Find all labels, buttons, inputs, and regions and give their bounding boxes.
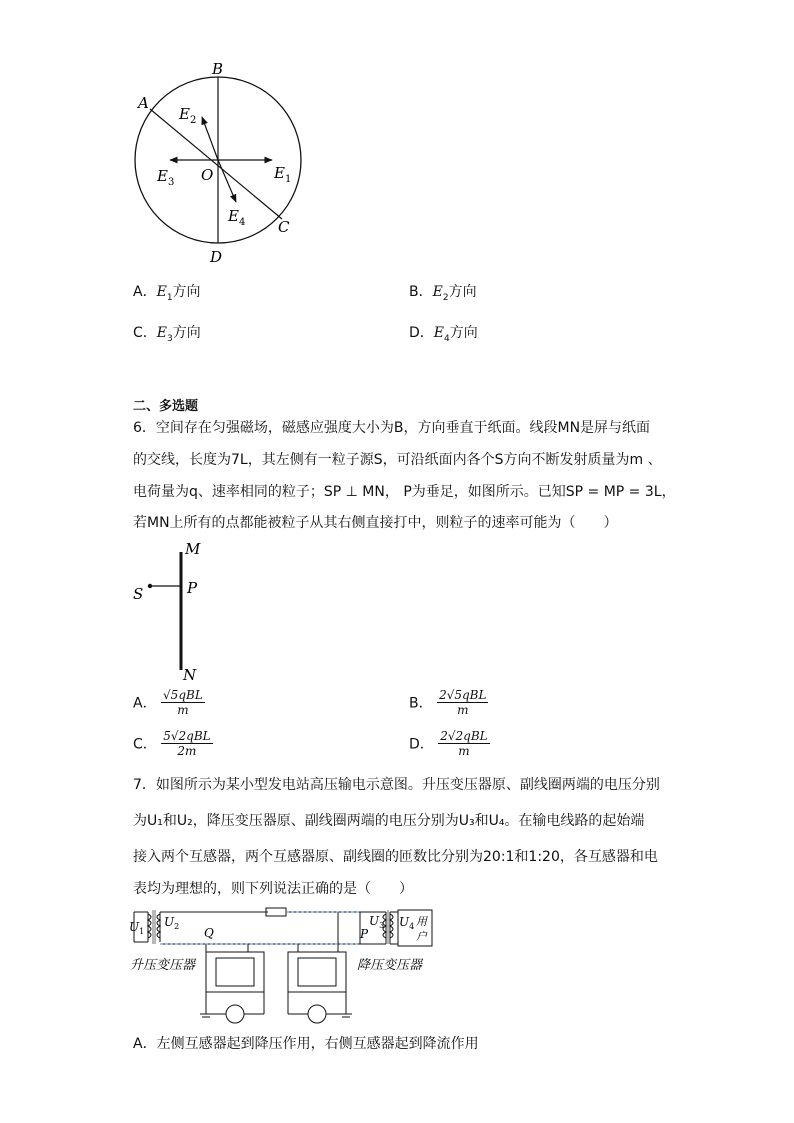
label-o: O — [201, 166, 214, 184]
label-d: D — [210, 248, 223, 266]
q6-screen-figure — [128, 538, 228, 683]
q5-option-d[interactable]: D．$E_4$方向 — [409, 325, 478, 344]
label-u3: $U_3$ — [369, 914, 385, 930]
q7-line-2: 为U₁和U₂，降压变压器原、副线圈两端的电压分别为U₃和U₄。在输电线路的起始端 — [133, 813, 645, 829]
q7-transmission-figure — [128, 900, 448, 1030]
section-title-multi-choice: 二、多选题 — [133, 399, 199, 414]
q7-line-3: 接入两个互感器，两个互感器原、副线圈的匝数比分别为20:1和1:20，各互感器和电 — [133, 849, 658, 865]
q6-option-b[interactable]: B． $\frac{\text{2√5qBL}}{m}$ — [409, 688, 487, 717]
label-user-2: 户 — [416, 930, 427, 943]
q7-line-4: 表均为理想的，则下列说法正确的是（ ） — [133, 881, 413, 897]
q5-field-figure — [120, 55, 320, 270]
q6-line-2: 的交线，长度为7L，其左侧有一粒子源S，可沿纸面内各个S方向不断发射质量为m 、 — [133, 452, 662, 468]
label-u1: $U_1$ — [129, 920, 145, 936]
label-u2: $U_2$ — [164, 915, 180, 931]
label-e4: $E_4$ — [228, 207, 246, 228]
label-e1: $E_1$ — [274, 164, 292, 185]
arrow-e2 — [202, 117, 218, 160]
label-b: B — [212, 60, 224, 78]
label-e2: $E_2$ — [179, 105, 197, 126]
label-n: N — [183, 666, 197, 683]
label-u4: $U_4$ — [399, 915, 415, 931]
label-q: Q — [204, 926, 214, 940]
label-p: P — [187, 579, 198, 597]
q6-line-3: 电荷量为q、速率相同的粒子；SP ⊥ MN， P为垂足，如图所示。已知SP = MP = 3L， — [133, 484, 676, 500]
label-user-1: 用 — [416, 915, 427, 928]
q6-line-1: 6．空间存在匀强磁场，磁感应强度大小为B，方向垂直于纸面。线段MN是屏与纸面 — [133, 420, 651, 436]
line-ac — [150, 109, 282, 219]
source-s-dot — [148, 584, 152, 588]
q5-option-b[interactable]: B．$E_2$方向 — [409, 284, 477, 303]
q6-option-d[interactable]: D． $\frac{\text{2√2qBL}}{m}$ — [409, 729, 488, 758]
q6-line-4: 若MN上所有的点都能被粒子从其右侧直接打中，则粒子的速率可能为（ ） — [133, 515, 618, 531]
q6-option-a[interactable]: A． $\frac{\text{√5qBL}}{m}$ — [133, 688, 203, 717]
label-step-up: 升压变压器 — [130, 958, 196, 973]
label-step-down: 降压变压器 — [357, 958, 423, 973]
q7-option-a[interactable]: A．左侧互感器起到降压作用，右侧互感器起到降流作用 — [133, 1036, 479, 1052]
label-c: C — [278, 218, 290, 236]
label-a: A — [138, 94, 149, 112]
q6-option-c[interactable]: C． $\frac{\text{5√2qBL}}{2m}$ — [133, 729, 211, 758]
label-m: M — [185, 540, 201, 558]
q5-option-a[interactable]: A．$E_1$方向 — [133, 284, 201, 303]
label-e3: $E_3$ — [157, 167, 175, 188]
q7-line-1: 7．如图所示为某小型发电站高压输电示意图。升压变压器原、副线圈两端的电压分别 — [133, 777, 660, 793]
arrow-e4 — [218, 160, 236, 202]
q5-option-c[interactable]: C．$E_3$方向 — [133, 325, 201, 344]
label-p: P — [360, 927, 369, 941]
label-s: S — [133, 585, 144, 603]
